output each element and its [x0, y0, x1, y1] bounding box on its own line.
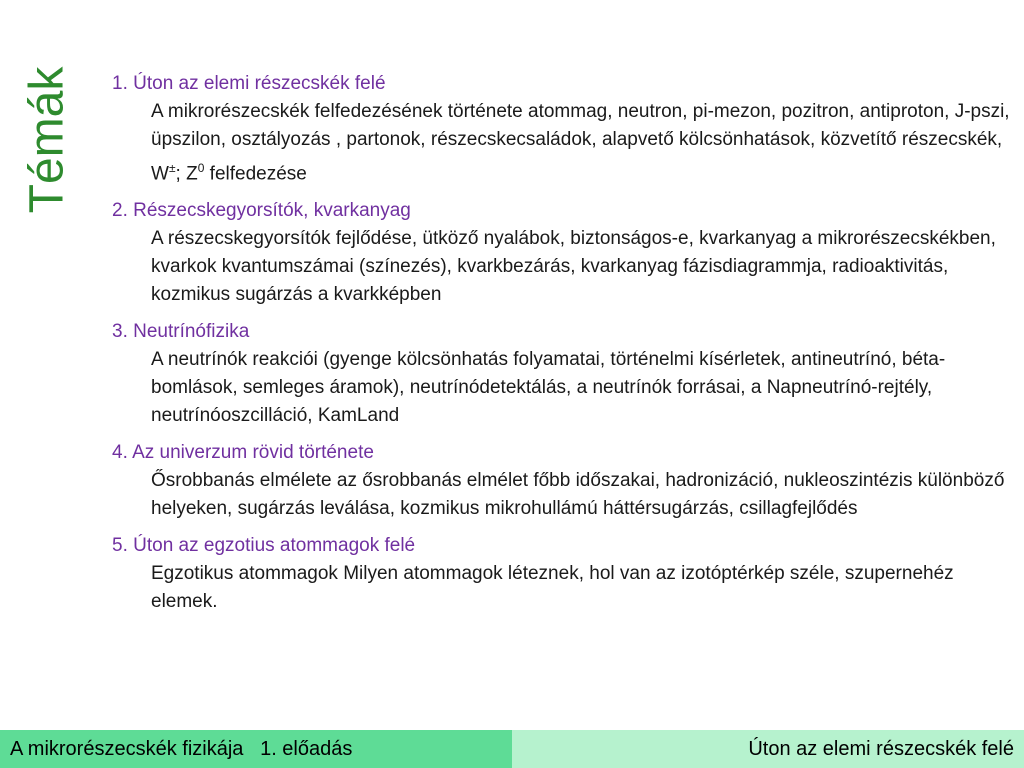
topic-item-3: [112, 318, 1012, 430]
topic-description: [151, 98, 1012, 188]
topic-item-2: [112, 197, 1012, 309]
footer-right-bar: [512, 730, 1024, 768]
topic-title: 3. Neutrínófizika: [112, 321, 250, 343]
topic-item-1: [112, 70, 1012, 188]
topic-description-mid: ; Z: [175, 163, 198, 185]
topic-description: A részecskegyorsítók fejlődése, ütköző nyalábok, biztonságos-e, kvarkanyag a mikrorészecskékben, kvarkok kvantumszámai (színezés), kvarkbezárás, kvarkanyag fázisdiagrammja, radioaktivitás, kozmikus sugárzás a kvarkképben: [151, 228, 996, 306]
topic-description: Egzotikus atommagok Milyen atommagok léteznek, hol van az izotóptérkép széle, szupernehéz elemek.: [151, 563, 954, 613]
topic-description: Ősrobbanás elmélete az ősrobbanás elmélet főbb időszakai, hadronizáció, nukleoszintézis különböző helyeken, sugárzás leválása, kozmikus mikrohullámú háttérsugárzás, csillagfejlődés: [151, 470, 1005, 520]
topics-list: [112, 70, 1012, 625]
topic-item-4: [112, 439, 1012, 523]
topic-description: A neutrínók reakciói (gyenge kölcsönhatás folyamatai, történelmi kísérletek, antineutrínó, béta-bomlások, semleges áramok), neutrínódetektálás, a neutrínók forrásai, a Napneutrínó-rejtély, neutrínóoszcilláció, KamLand: [151, 349, 946, 427]
w-boson-superscript: ±: [168, 161, 176, 175]
footer-lecture-title: Úton az elemi részecskék felé: [748, 737, 1014, 760]
footer-course-label: A mikrorészecskék fizikája 1. előadás: [10, 737, 353, 760]
topic-description-end: felfedezése: [204, 163, 307, 185]
topic-title: 2. Részecskegyorsítók, kvarkanyag: [112, 200, 411, 222]
footer-left-bar: [0, 730, 512, 768]
topic-title: 1. Úton az elemi részecskék felé: [112, 73, 386, 94]
topic-description-text: A mikrorészecskék felfedezésének története atommag, neutron, pi-mezon, pozitron, antiproton, J-pszi, üpszilon, osztályozás , partonok, részecskecsaládok, alapvető kölcsönhatások, közvetítő részecskék, W: [151, 101, 1010, 185]
z-boson-superscript: 0: [197, 161, 205, 175]
topic-title: 5. Úton az egzotius atommagok felé: [112, 535, 416, 557]
topic-title: 4. Az univerzum rövid története: [112, 442, 374, 464]
slide-side-title: [20, 62, 74, 218]
topic-item-5: [112, 532, 1012, 616]
slide-title-text: Témák: [20, 66, 74, 214]
